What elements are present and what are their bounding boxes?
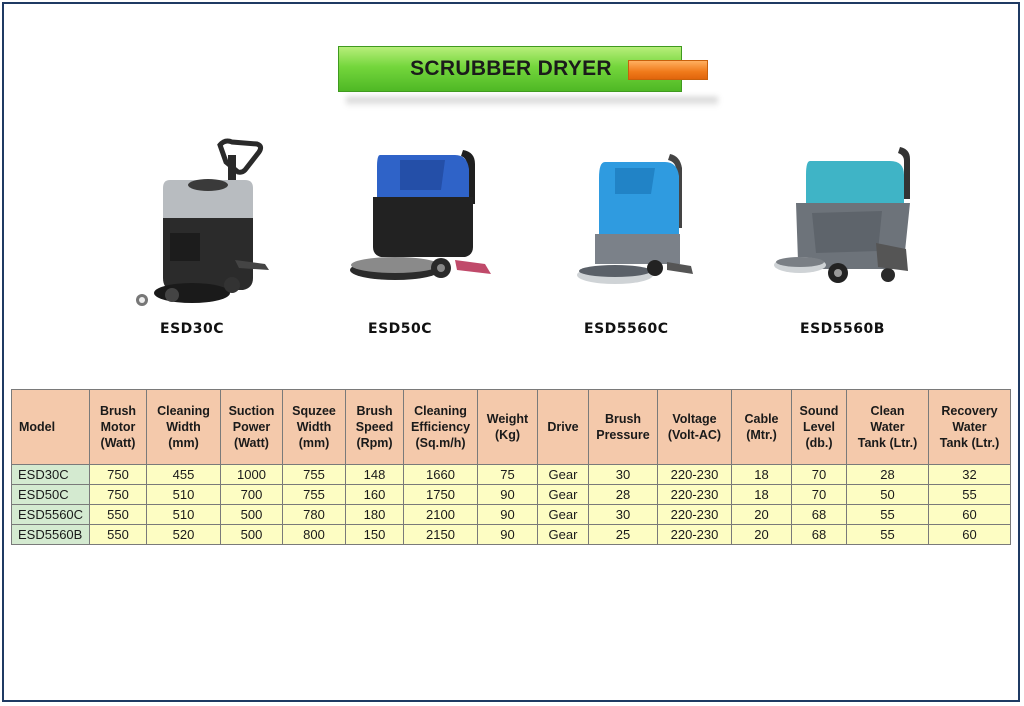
- table-cell: 500: [221, 525, 283, 545]
- column-header-line: Clean: [870, 404, 905, 418]
- scrubber-dryer-teal-grey-icon: [772, 143, 917, 293]
- table-row: [12, 525, 1011, 545]
- column-header-line: Tank (Ltr.): [939, 436, 1000, 450]
- column-header-line: Level: [803, 420, 835, 434]
- column-header-line: (Mtr.): [746, 428, 777, 442]
- product-esd5560b: [772, 143, 917, 293]
- column-header-line: (Sq.m/h): [415, 436, 466, 450]
- column-header-line: (Volt-AC): [667, 428, 722, 442]
- column-header: [792, 390, 847, 465]
- column-header: [346, 390, 404, 465]
- table-cell: 700: [221, 485, 283, 505]
- table-cell: 220-230: [658, 465, 732, 485]
- column-header-line: (mm): [298, 436, 330, 450]
- table-cell: 30: [589, 465, 658, 485]
- column-header-line: Speed: [355, 420, 394, 434]
- column-header: [658, 390, 732, 465]
- column-header-line: Water: [952, 420, 987, 434]
- column-header-line: Drive: [547, 420, 579, 434]
- column-header-line: Tank (Ltr.): [857, 436, 918, 450]
- model-cell: ESD5560B: [12, 525, 90, 545]
- table-cell: 70: [792, 485, 847, 505]
- table-cell: 455: [147, 465, 221, 485]
- table-cell: 55: [929, 485, 1011, 505]
- table-cell: 780: [283, 505, 346, 525]
- table-cell: 2150: [404, 525, 478, 545]
- column-header-line: Sound: [799, 404, 839, 418]
- table-cell: 2100: [404, 505, 478, 525]
- table-body: [12, 465, 1011, 545]
- table-cell: 55: [847, 505, 929, 525]
- table-cell: 60: [929, 525, 1011, 545]
- table-cell: Gear: [538, 485, 589, 505]
- column-header: [404, 390, 478, 465]
- table-row: [12, 465, 1011, 485]
- table-cell: 150: [346, 525, 404, 545]
- table-header-row: [12, 390, 1011, 465]
- table-row: [12, 505, 1011, 525]
- page-title: SCRUBBER DRYER: [410, 57, 612, 80]
- table-cell: 30: [589, 505, 658, 525]
- product-name: ESD50C: [368, 321, 433, 337]
- column-header-line: (Kg): [495, 428, 520, 442]
- column-header-line: Water: [870, 420, 905, 434]
- column-header-line: Recovery: [941, 404, 998, 418]
- page-frame: [2, 2, 1020, 702]
- column-header-line: Model: [19, 420, 56, 434]
- column-header-line: Cable: [744, 412, 779, 426]
- table-cell: 510: [147, 505, 221, 525]
- table-cell: 20: [732, 525, 792, 545]
- column-header: [90, 390, 147, 465]
- table-cell: 755: [283, 485, 346, 505]
- table-cell: 220-230: [658, 485, 732, 505]
- table-cell: 180: [346, 505, 404, 525]
- table-cell: 220-230: [658, 525, 732, 545]
- scrubber-dryer-blue-icon: [345, 140, 500, 300]
- column-header: [929, 390, 1011, 465]
- column-header-line: Cleaning: [157, 404, 210, 418]
- table-cell: 90: [478, 525, 538, 545]
- banner-shadow: [346, 97, 718, 107]
- table-cell: 68: [792, 505, 847, 525]
- column-header: [283, 390, 346, 465]
- table-cell: 550: [90, 505, 147, 525]
- product-esd30c: [130, 135, 280, 310]
- product-name: ESD30C: [160, 321, 225, 337]
- table-cell: 510: [147, 485, 221, 505]
- column-header-line: Brush: [604, 412, 642, 426]
- column-header: [589, 390, 658, 465]
- column-header-line: (Watt): [100, 436, 136, 450]
- column-header-line: (Watt): [234, 436, 269, 450]
- table-cell: 68: [792, 525, 847, 545]
- table-cell: 28: [847, 465, 929, 485]
- table-cell: 90: [478, 505, 538, 525]
- table-cell: 75: [478, 465, 538, 485]
- table-cell: Gear: [538, 465, 589, 485]
- table-cell: 50: [847, 485, 929, 505]
- model-cell: ESD30C: [12, 465, 90, 485]
- scrubber-dryer-grey-icon: [130, 135, 280, 310]
- table-cell: 148: [346, 465, 404, 485]
- table-cell: 750: [90, 485, 147, 505]
- column-header-line: Voltage: [672, 412, 717, 426]
- column-header: [732, 390, 792, 465]
- product-name: ESD5560B: [800, 321, 885, 337]
- column-header: [478, 390, 538, 465]
- table-cell: 755: [283, 465, 346, 485]
- table-cell: 32: [929, 465, 1011, 485]
- table-cell: Gear: [538, 525, 589, 545]
- column-header-line: Cleaning: [414, 404, 467, 418]
- table-cell: 220-230: [658, 505, 732, 525]
- table-cell: 18: [732, 485, 792, 505]
- table-cell: 25: [589, 525, 658, 545]
- column-header-line: (mm): [168, 436, 199, 450]
- table-cell: 60: [929, 505, 1011, 525]
- column-header-line: Weight: [486, 412, 529, 426]
- scrubber-dryer-lightblue-icon: [575, 150, 695, 290]
- table-cell: 160: [346, 485, 404, 505]
- table-cell: 90: [478, 485, 538, 505]
- table-cell: 800: [283, 525, 346, 545]
- column-header-line: Suction: [228, 404, 275, 418]
- table-cell: 55: [847, 525, 929, 545]
- table-cell: 520: [147, 525, 221, 545]
- table-cell: 1750: [404, 485, 478, 505]
- table-cell: 750: [90, 465, 147, 485]
- column-header-line: Motor: [100, 420, 136, 434]
- column-header-line: Squzee: [292, 404, 336, 418]
- table-row: [12, 485, 1011, 505]
- product-esd50c: [345, 140, 500, 300]
- column-header: [147, 390, 221, 465]
- table-cell: 500: [221, 505, 283, 525]
- column-header: [12, 390, 90, 465]
- table-cell: 18: [732, 465, 792, 485]
- table-cell: 550: [90, 525, 147, 545]
- column-header-line: Width: [166, 420, 201, 434]
- column-header-line: Power: [232, 420, 271, 434]
- table-cell: 70: [792, 465, 847, 485]
- column-header: [847, 390, 929, 465]
- table-cell: Gear: [538, 505, 589, 525]
- table-cell: 1660: [404, 465, 478, 485]
- table-cell: 1000: [221, 465, 283, 485]
- model-cell: ESD50C: [12, 485, 90, 505]
- product-esd5560c: [575, 150, 695, 290]
- table-cell: 28: [589, 485, 658, 505]
- column-header: [221, 390, 283, 465]
- spec-table: [11, 389, 1011, 545]
- column-header-line: Brush: [356, 404, 393, 418]
- column-header-line: (db.): [805, 436, 833, 450]
- column-header-line: Width: [296, 420, 332, 434]
- column-header-line: (Rpm): [356, 436, 393, 450]
- product-name: ESD5560C: [584, 321, 669, 337]
- model-cell: ESD5560C: [12, 505, 90, 525]
- column-header-line: Brush: [99, 404, 137, 418]
- column-header-line: Pressure: [596, 428, 650, 442]
- column-header-line: Efficiency: [410, 420, 471, 434]
- table-cell: 20: [732, 505, 792, 525]
- column-header: [538, 390, 589, 465]
